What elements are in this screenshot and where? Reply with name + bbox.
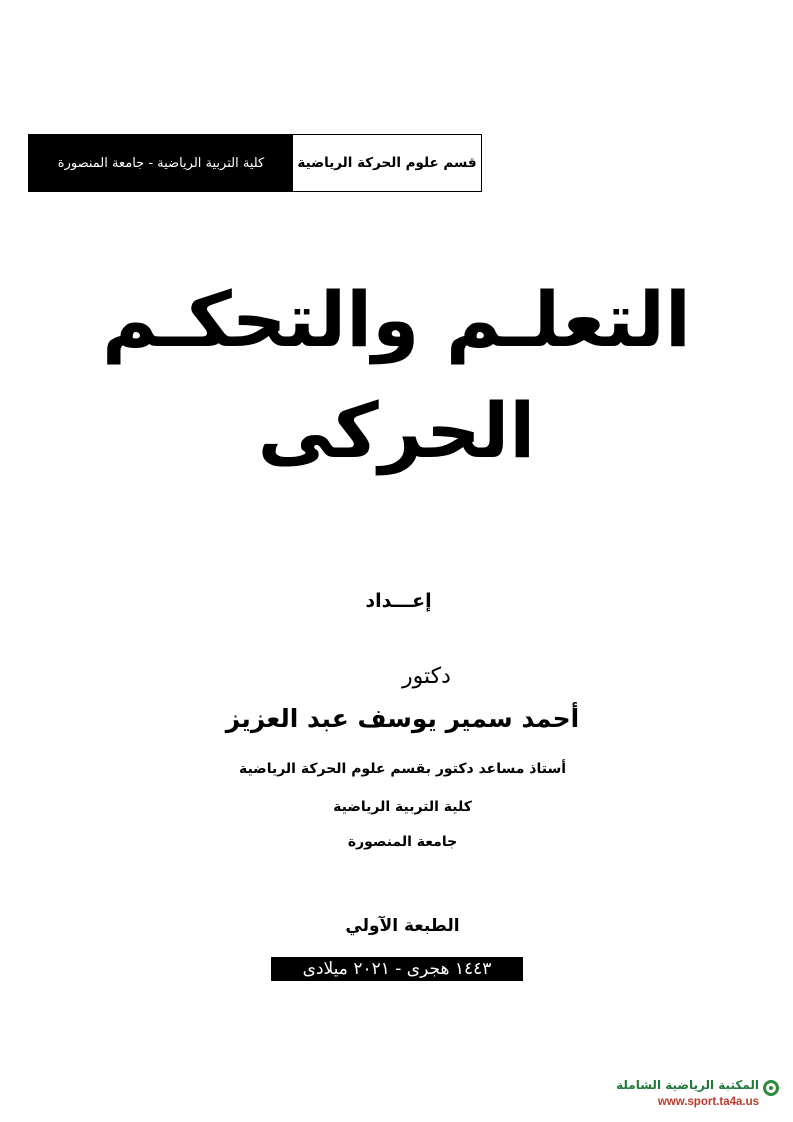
author-name: أحمد سمير يوسف عبد العزيز [225,704,580,733]
library-logo-icon [763,1080,779,1096]
header-box [28,134,482,192]
author-faculty: كلية التربية الرياضية [333,799,472,815]
edition-label: الطبعة الآولي [345,916,460,936]
watermark-title: المكتبة الرياضية الشاملة [616,1078,759,1092]
watermark-url[interactable]: www.sport.ta4a.us [657,1096,759,1108]
header-department: قسم علوم الحركة الرياضية [293,135,481,191]
edition-date-bar: ١٤٤٣ هجرى - ٢٠٢١ ميلادى [271,957,523,981]
header-faculty-university: كلية التربية الرياضية - جامعة المنصورة [29,135,293,191]
author-degree: دكتور [402,664,451,689]
author-university: جامعة المنصورة [347,834,458,850]
book-title-line-1: التعلـم والتحكـم [102,275,691,364]
book-title-line-2: الحركى [257,386,536,475]
prepared-by-label: إعـــداد [365,590,432,612]
author-position: أستاذ مساعد دكتور بقسم علوم الحركة الرياضية [238,761,567,777]
watermark [616,1078,779,1114]
